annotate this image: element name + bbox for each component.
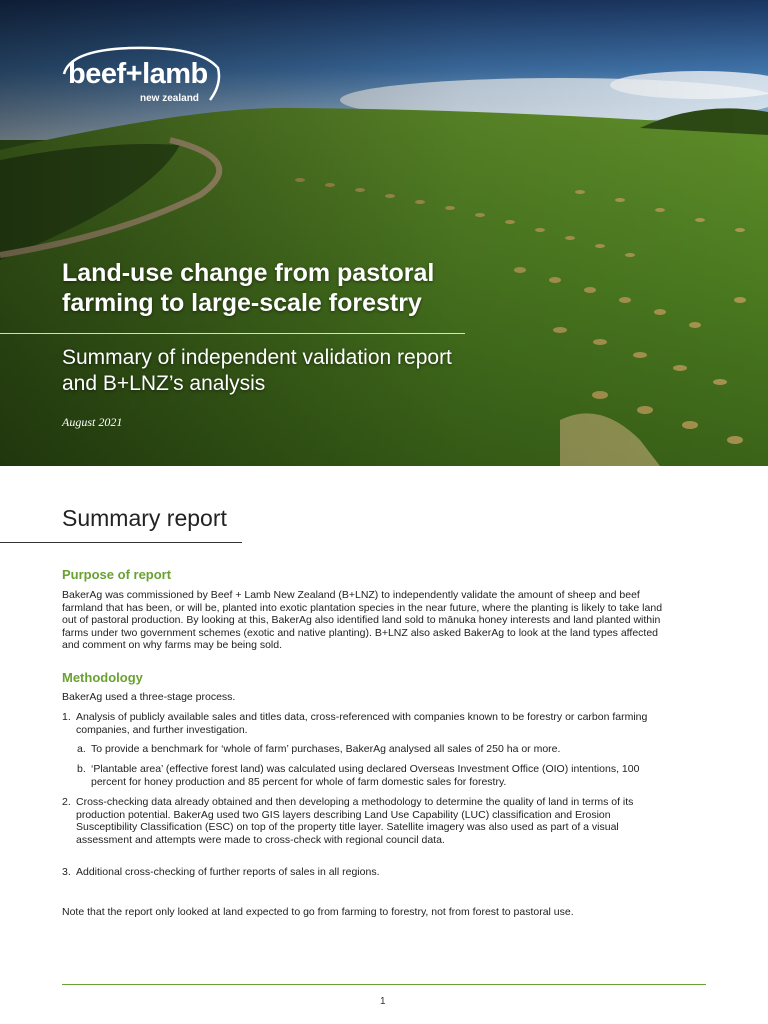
- title-divider: [0, 333, 465, 334]
- list-text: To provide a benchmark for ‘whole of farm’ purchases, BakerAg analysed all sales of 250 ha or more.: [91, 743, 561, 755]
- list-text: Cross-checking data already obtained and then developing a methodology to determine the quality of land in terms of its production potential. BakerAg used two GIS layers describing Land Use Capability (LUC) classification and Erosion Susceptibility Classification (ESC) on top of the property title layer. Satellite imagery was also used as part of a visual assessment and attempts were made to cross-check with regional council data.: [76, 796, 634, 846]
- report-date: August 2021: [62, 415, 123, 429]
- report-title: Land-use change from pastoral farming to large-scale forestry: [62, 259, 435, 317]
- page-number: 1: [380, 996, 386, 1007]
- summary-divider: [0, 542, 242, 543]
- list-text: ‘Plantable area’ (effective forest land) was calculated using declared Overseas Investment Office (OIO) intentions, 100 percent for honey production and 85 percent for whole of farm domestic sales for forestry.: [91, 763, 640, 788]
- logo-wordmark: beef+lamb: [68, 58, 208, 90]
- purpose-heading: Purpose of report: [62, 567, 172, 582]
- footer-divider: [62, 984, 706, 985]
- methodology-heading: Methodology: [62, 670, 143, 685]
- list-number: 2.: [62, 796, 71, 808]
- methodology-intro: BakerAg used a three-stage process.: [62, 691, 236, 703]
- logo-subtext: new zealand: [140, 93, 199, 104]
- beef-lamb-logo: [50, 44, 222, 116]
- list-number: 3.: [62, 866, 71, 878]
- list-number: a.: [77, 743, 86, 755]
- report-subtitle: Summary of independent validation report and B+LNZ’s analysis: [62, 346, 452, 395]
- list-number: b.: [77, 763, 86, 775]
- cover-photo: [0, 0, 768, 466]
- list-number: 1.: [62, 711, 71, 723]
- purpose-paragraph: BakerAg was commissioned by Beef + Lamb New Zealand (B+LNZ) to independently validate the amount of sheep and beef farmland that has been, or will be, planted into exotic plantation species in the near future, where the planting is likely to take land out of pastoral production. By looking at this, BakerAg also identified land sold to mānuka honey interests and land planted within farms under two government schemes (exotic and native planting). B+LNZ also asked BakerAg to look at the land types affected and comment on why farms may be being sold.: [62, 589, 663, 651]
- list-text: Analysis of publicly available sales and titles data, cross-referenced with companies known to be forestry or carbon farming companies, and further investigation.: [76, 711, 648, 736]
- list-text: Additional cross-checking of further reports of sales in all regions.: [76, 866, 380, 878]
- methodology-note: Note that the report only looked at land expected to go from farming to forestry, not from forest to pastoral use.: [62, 906, 574, 918]
- summary-heading: Summary report: [62, 505, 227, 531]
